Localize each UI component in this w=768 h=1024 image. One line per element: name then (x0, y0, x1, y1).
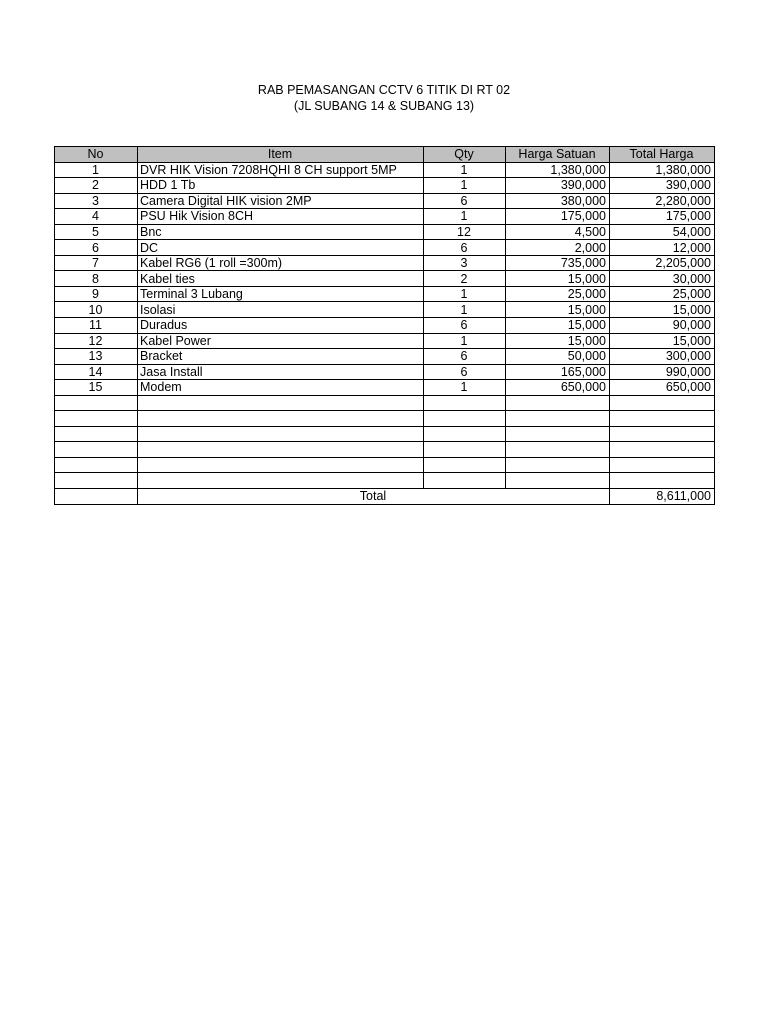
row-item: Jasa Install (138, 364, 424, 380)
row-qty: 1 (424, 286, 506, 302)
table-header-row (55, 147, 715, 163)
total-label: Total (138, 489, 610, 505)
document-header (0, 82, 768, 114)
row-qty: 1 (424, 380, 506, 396)
row-unit-price: 380,000 (506, 193, 610, 209)
row-item: Kabel ties (138, 271, 424, 287)
row-item: Modem (138, 380, 424, 396)
header-item: Item (138, 147, 424, 163)
row-item: Isolasi (138, 302, 424, 318)
empty-row (55, 457, 715, 473)
row-qty: 3 (424, 255, 506, 271)
empty-row (55, 395, 715, 411)
row-unit-price: 175,000 (506, 209, 610, 225)
row-qty: 1 (424, 302, 506, 318)
row-no: 15 (55, 380, 138, 396)
row-total-price: 390,000 (610, 178, 715, 194)
row-no: 11 (55, 318, 138, 334)
table-row (55, 224, 715, 240)
row-no: 1 (55, 162, 138, 178)
row-qty: 2 (424, 271, 506, 287)
row-total-price: 25,000 (610, 286, 715, 302)
row-unit-price: 15,000 (506, 318, 610, 334)
row-no: 10 (55, 302, 138, 318)
document-subtitle: (JL SUBANG 14 & SUBANG 13) (293, 99, 475, 113)
row-item: Kabel Power (138, 333, 424, 349)
total-row (55, 489, 715, 505)
row-qty: 1 (424, 209, 506, 225)
row-unit-price: 25,000 (506, 286, 610, 302)
row-qty: 6 (424, 349, 506, 365)
row-no: 8 (55, 271, 138, 287)
empty-row (55, 411, 715, 427)
row-total-price: 2,205,000 (610, 255, 715, 271)
row-unit-price: 390,000 (506, 178, 610, 194)
empty-row (55, 442, 715, 458)
table-row (55, 240, 715, 256)
row-item: HDD 1 Tb (138, 178, 424, 194)
cost-table (54, 146, 715, 505)
row-no: 7 (55, 255, 138, 271)
row-item: Duradus (138, 318, 424, 334)
row-total-price: 300,000 (610, 349, 715, 365)
row-no: 4 (55, 209, 138, 225)
row-unit-price: 50,000 (506, 349, 610, 365)
row-unit-price: 15,000 (506, 302, 610, 318)
row-total-price: 12,000 (610, 240, 715, 256)
row-item: DVR HIK Vision 7208HQHI 8 CH support 5MP (138, 162, 424, 178)
row-no: 13 (55, 349, 138, 365)
empty-row (55, 473, 715, 489)
document-title: RAB PEMASANGAN CCTV 6 TITIK DI RT 02 (257, 83, 511, 97)
row-no: 2 (55, 178, 138, 194)
row-qty: 6 (424, 364, 506, 380)
row-item: Kabel RG6 (1 roll =300m) (138, 255, 424, 271)
table-row (55, 255, 715, 271)
row-total-price: 1,380,000 (610, 162, 715, 178)
empty-row (55, 426, 715, 442)
header-qty: Qty (424, 147, 506, 163)
row-qty: 6 (424, 240, 506, 256)
row-no: 9 (55, 286, 138, 302)
row-unit-price: 735,000 (506, 255, 610, 271)
row-unit-price: 15,000 (506, 271, 610, 287)
row-qty: 6 (424, 193, 506, 209)
row-item: Terminal 3 Lubang (138, 286, 424, 302)
table-row (55, 318, 715, 334)
table-row (55, 349, 715, 365)
row-item: Camera Digital HIK vision 2MP (138, 193, 424, 209)
row-item: PSU Hik Vision 8CH (138, 209, 424, 225)
row-total-price: 15,000 (610, 333, 715, 349)
row-no: 14 (55, 364, 138, 380)
header-total-price: Total Harga (610, 147, 715, 163)
row-qty: 1 (424, 333, 506, 349)
row-no: 6 (55, 240, 138, 256)
row-unit-price: 1,380,000 (506, 162, 610, 178)
row-total-price: 175,000 (610, 209, 715, 225)
row-total-price: 30,000 (610, 271, 715, 287)
total-value: 8,611,000 (610, 489, 715, 505)
row-total-price: 650,000 (610, 380, 715, 396)
table-row (55, 271, 715, 287)
table-row (55, 209, 715, 225)
table-row (55, 380, 715, 396)
row-qty: 6 (424, 318, 506, 334)
row-unit-price: 165,000 (506, 364, 610, 380)
table-row (55, 302, 715, 318)
row-unit-price: 4,500 (506, 224, 610, 240)
header-unit-price: Harga Satuan (506, 147, 610, 163)
row-total-price: 2,280,000 (610, 193, 715, 209)
total-blank-cell (55, 489, 138, 505)
table-row (55, 178, 715, 194)
row-qty: 1 (424, 178, 506, 194)
header-no: No (55, 147, 138, 163)
row-total-price: 990,000 (610, 364, 715, 380)
row-total-price: 54,000 (610, 224, 715, 240)
row-item: Bracket (138, 349, 424, 365)
table-row (55, 193, 715, 209)
table-row (55, 364, 715, 380)
row-item: DC (138, 240, 424, 256)
table-row (55, 162, 715, 178)
row-total-price: 15,000 (610, 302, 715, 318)
table-row (55, 286, 715, 302)
row-unit-price: 15,000 (506, 333, 610, 349)
row-unit-price: 2,000 (506, 240, 610, 256)
row-qty: 12 (424, 224, 506, 240)
row-unit-price: 650,000 (506, 380, 610, 396)
row-total-price: 90,000 (610, 318, 715, 334)
table-row (55, 333, 715, 349)
row-no: 5 (55, 224, 138, 240)
row-no: 12 (55, 333, 138, 349)
row-qty: 1 (424, 162, 506, 178)
row-item: Bnc (138, 224, 424, 240)
row-no: 3 (55, 193, 138, 209)
